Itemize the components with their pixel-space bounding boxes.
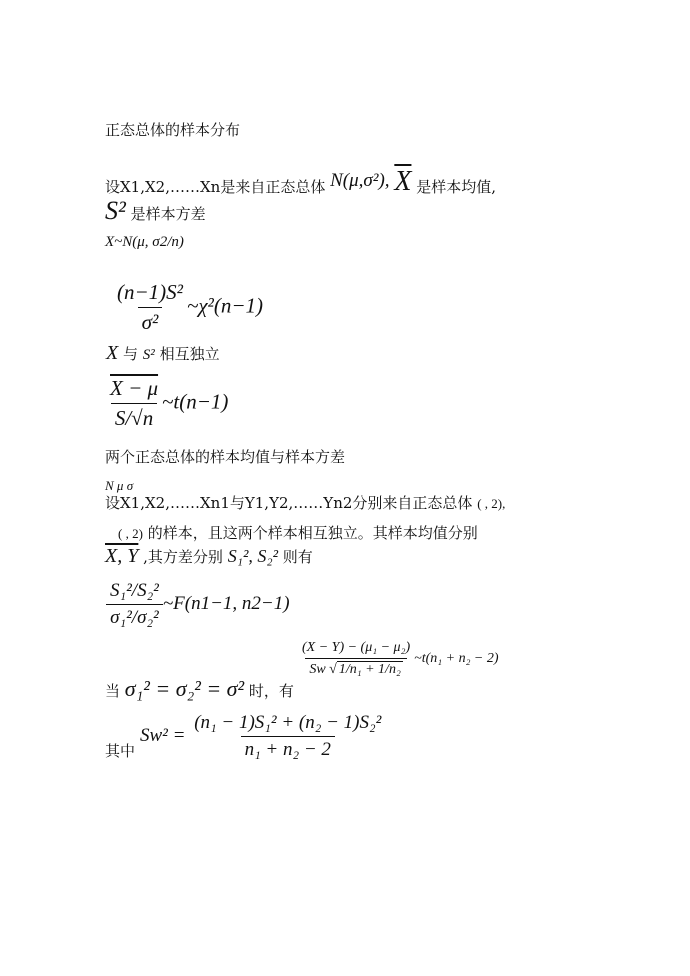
paragraph-math: ( , 2), [477,496,506,511]
paragraph-text: 是样本均值, [416,178,496,196]
root-content: 1/n₁ + 1/n₂ [338,662,401,677]
variance-symbol: S² [142,347,155,363]
equation-rhs: ~t(n−1) [162,389,229,414]
equation-denominator: σ₁²/σ₂² [106,604,163,629]
equation-denominator: n₁ + n₂ − 2 [241,736,335,761]
t-statistic-equation [106,376,228,431]
equation-denominator: Sw √ 1/n₁ + 1/n₂ [305,658,407,678]
equation-rhs: ~F(n1−1, n2−1) [162,592,290,614]
equation-rhs: ~t(n₁ + n₂ − 2) [414,651,499,667]
section-heading: 两个正态总体的样本均值与样本方差 [105,448,346,466]
equation-numerator: X − μ [110,376,159,400]
paragraph-line [105,545,313,568]
paragraph-text: ,其方差分别 [143,548,223,566]
paragraph-text: 是样本方差 [130,205,206,223]
mean-symbol: X [106,342,119,364]
paragraph-text: 设X1,X2,……Xn是来自正态总体 [105,178,326,196]
floating-symbols: N μ σ [105,478,134,493]
paragraph-line [105,676,294,702]
f-statistic-equation [106,580,290,629]
paragraph-line [106,342,220,365]
paragraph-text: 设X1,X2,……Xn1与Y1,Y2,……Yn2分别来自正态总体 [105,494,473,512]
equation-lhs: Sw² = [140,724,186,746]
section-heading: 正态总体的样本分布 [105,121,241,139]
paragraph-line [105,492,505,513]
equation-denominator: S/√n [111,403,157,431]
chi-square-equation [113,280,263,335]
equation-numerator: (n₁ − 1)S₁² + (n₂ − 1)S₂² [194,712,382,733]
paragraph-text: 的样本，且这两个样本相互独立。其样本均值分别 [147,524,478,542]
paragraph-text: 相互独立 [159,345,220,363]
pooled-t-equation [298,640,499,678]
paragraph-line [105,196,206,226]
distribution-line: X~N(μ, σ2/n) [105,234,184,250]
paragraph-text: 则有 [282,548,313,566]
sample-variance-symbol: S² [105,196,126,225]
equation-denominator: σ² [138,307,163,335]
paragraph-text: 与 [123,345,139,363]
equation-numerator: S₁²/S₂² [110,580,159,601]
equation-numerator: (n−1)S² [117,280,183,304]
paragraph-text: 当 [105,682,121,700]
normal-dist-formula: N(μ,σ²), [330,170,390,191]
pooled-variance-equation [140,712,385,761]
paragraph-text: 其中 [105,742,136,760]
paragraph-line [118,522,478,543]
pooled-sd-symbol: Sw [309,662,326,677]
sample-variances-symbols: S₁², S₂² [227,546,278,566]
equation-rhs: ~χ²(n−1) [186,293,264,318]
paragraph-math: ( , 2) [118,526,143,541]
equation-numerator: (X − Y) − (μ₁ − μ₂) [302,640,411,655]
paragraph-text: 时，有 [248,682,294,700]
sample-mean-symbol: $\overline{X}$ [394,166,412,197]
equal-variance-formula: σ₁² = σ₂² = σ² [124,676,245,701]
sample-means-symbols: X, Y [105,545,139,567]
